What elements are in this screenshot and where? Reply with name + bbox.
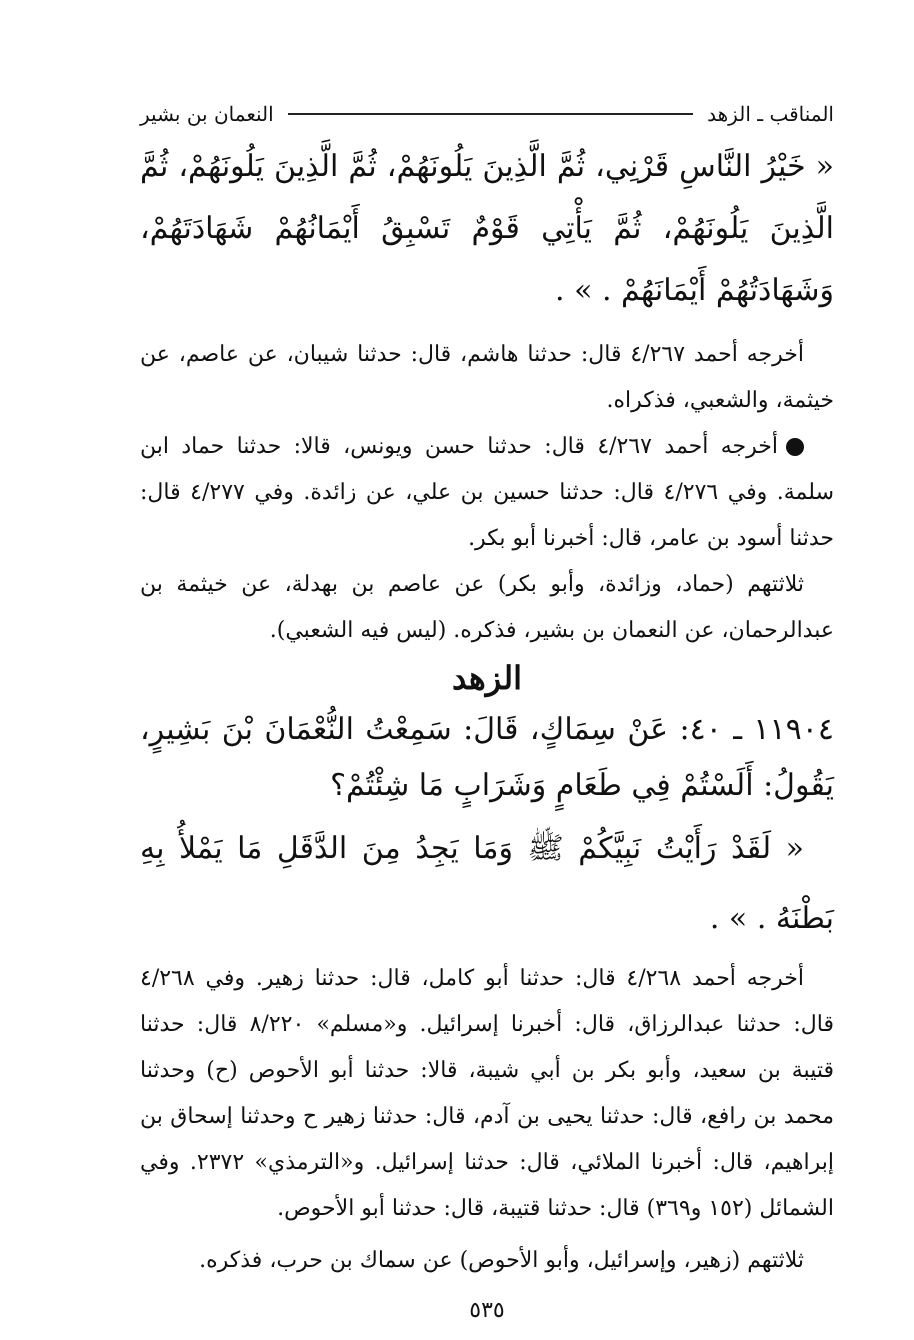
hadith-intro: ١١٩٠٤ ـ ٤٠: عَنْ سِمَاكٍ، قَالَ: سَمِعْتُ النُّعْمَانَ بْنَ بَشِيرٍ، يَقُولُ: أَلَسْتُمْ فِي طَعَامٍ وَشَرَابٍ مَا شِئْتُمْ؟: [140, 712, 834, 803]
section-title: الزهد: [452, 659, 522, 697]
header-chapter: المناقب ـ الزهد: [707, 102, 834, 126]
page-number: ٥٣٥: [469, 1298, 505, 1323]
takhrij-paragraph: أخرجه أحمد ٤/٢٦٨ قال: حدثنا أبو كامل، قال: حدثنا زهير. وفي ٤/٢٦٨ قال: حدثنا عبدالرزاق، قال: أخبرنا إسرائيل. و«مسلم» ٨/٢٢٠ قال: حدثنا قتيبة بن سعيد، وأبو بكر بن أبي شيبة، قالا: حدثنا أبو الأحوص (ح) وحدثنا محمد بن رافع، قال: حدثنا يحيى بن آدم، قال: حدثنا زهير ح وحدثنا إسحاق بن إبراهيم، قال: أخبرنا الملائي، قال: حدثنا إسرائيل. و«الترمذي» ٢٣٧٢. وفي الشمائل (١٥٢ و٣٦٩) قال: حدثنا قتيبة، قال: حدثنا أبو الأحوص.: [140, 966, 835, 1221]
hadith-text-top: « خَيْرُ النَّاسِ قَرْنِي، ثُمَّ الَّذِينَ يَلُونَهُمْ، ثُمَّ الَّذِينَ يَلُونَهُمْ، ثُمَّ الَّذِينَ يَلُونَهُمْ، ثُمَّ يَأْتِي قَوْمٌ تَسْبِقُ أَيْمَانُهُمْ شَهَادَتَهُمْ، وَشَهَادَتُهُمْ أَيْمَانَهُمْ . » .: [140, 149, 834, 308]
takhrij-text: أخرجه أحمد ٤/٢٦٧ قال: حدثنا حسن ويونس، قالا: حدثنا حماد ابن سلمة. وفي ٤/٢٧٦ قال: حدثنا حسين بن علي، عن زائدة. وفي ٤/٢٧٧ قال: حدثنا أسود بن عامر، قال: أخبرنا أبو بكر.: [140, 434, 834, 551]
header-rule: [288, 113, 693, 115]
bullet-icon: [786, 438, 804, 456]
takhrij-paragraph: ثلاثتهم (زهير، وإسرائيل، وأبو الأحوص) عن سماك بن حرب، فذكره.: [199, 1248, 804, 1273]
hadith-matn: « لَقَدْ رَأَيْتُ نَبِيَّكُمْ ﷺ وَمَا يَجِدُ مِنَ الدَّقَلِ مَا يَمْلأُ بِهِ بَطْنَهُ . » .: [140, 831, 834, 936]
running-header: [140, 96, 834, 132]
takhrij-paragraph: ثلاثتهم (حماد، وزائدة، وأبو بكر) عن عاصم بن بهدلة، عن خيثمة بن عبدالرحمان، عن النعمان بن بشير، فذكره. (ليس فيه الشعبي).: [140, 572, 834, 643]
document-page: [140, 96, 834, 1323]
header-narrator: النعمان بن بشير: [140, 102, 274, 126]
takhrij-paragraph: [140, 424, 834, 562]
takhrij-paragraph: أخرجه أحمد ٤/٢٦٧ قال: حدثنا هاشم، قال: حدثنا شيبان، عن عاصم، عن خيثمة، والشعبي، فذكراه.: [140, 342, 834, 413]
